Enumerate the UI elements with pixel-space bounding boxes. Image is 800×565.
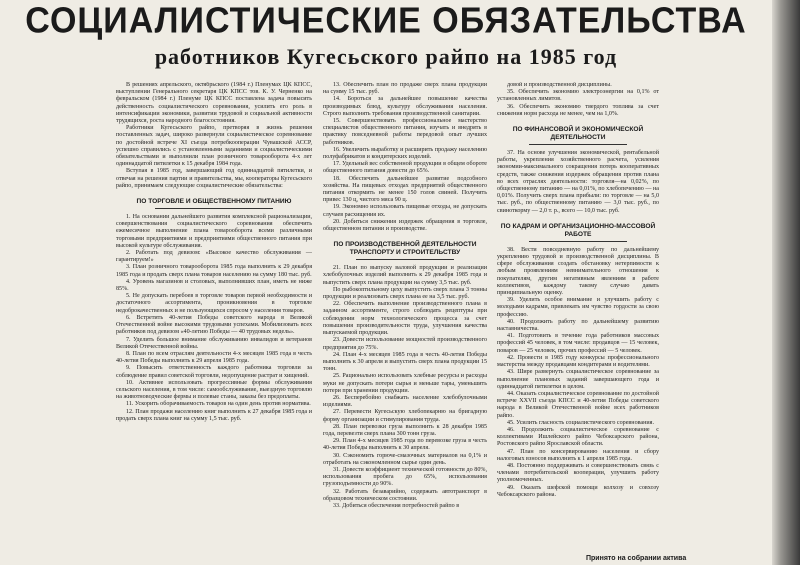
page-edge-shadow (772, 0, 800, 565)
paragraph: В решениях апрельского, октябрьского (1984 г.) Пленумах ЦК КПСС, выступлении Генерального секретаря ЦК КПСС тов. К. У. Черненко на февральском (1984 г.) Пленуме ЦК КПСС поставлена задача повысить действенность социалистического соревнования, усилить его роль в интенсификации экономики, развитии трудовой и социальной активности трудящихся, роста народного благосостояния. (116, 82, 312, 125)
commitment-list (116, 214, 312, 423)
text-column-1 (116, 82, 312, 565)
commitment-item: довой и производственной дисциплины. (507, 82, 612, 88)
commitment-item: 25. Рационально использовать хлебные ресурсы и расходы муки не допускать потери сырья и меньше тары, уменьшить потери при хранении продукции. (323, 373, 487, 394)
commitment-item: 19. Экономно использовать пищевые отходы, не допускать случаев расхищения их. (323, 204, 487, 218)
commitment-item: 39. Уделить особое внимание и улучшить работу с молодыми кадрами, привлекать им чувство гордости за свою профессию. (497, 297, 659, 318)
commitment-item: 26. Бесперебойно снабжать население хлебобулочными изделиями. (323, 394, 487, 409)
section-heading: ПО ПРОИЗВОДСТВЕННОЙ ДЕЯТЕЛЬНОСТИ ТРАНСПОРТУ И СТРОИТЕЛЬСТВУ (323, 241, 487, 260)
paragraph: Работники Кугесьского райпо, претворяя в жизнь решения поставленных задач, широко развернули социалистическое соревнование по достойной встрече XI съезда потребкооперации Чувашской АССР, успешно справились с установленными заданиями и социалистическими обязательствами и выполнили план розничного товарооборота 4-х лет одиннадцатой пятилетки к 15 декабря 1984 года. (116, 125, 312, 168)
commitment-list (497, 150, 659, 215)
commitment-list (323, 82, 487, 233)
commitment-item: 21. План по выпуску валовой продукции и реализации хлебобулочных изделий выполнить к 29 декабря 1985 года и выпустить сверх плана продукции на сумму 3,5 тыс. руб. (323, 265, 487, 286)
commitment-item: 43. Шире развернуть социалистическое соревнование за выполнение плановых заданий завершающего года и одиннадцатой пятилетки в целом. (497, 369, 659, 390)
commitment-item: 28. План перевозки груза выполнить к 28 декабря 1985 года, перевезти сверх плана 300 тонн груза. (323, 423, 487, 437)
section-heading: ПО КАДРАМ И ОРГАНИЗАЦИОННО-МАССОВОЙ РАБОТЕ (497, 223, 659, 242)
section-heading: ПО ТОРГОВЛЕ И ОБЩЕСТВЕННОМУ ПИТАНИЮ (116, 198, 312, 209)
commitment-item: 5. Не допускать перебоев в торговле товаров первой необходимости и достаточного ассортимента, проникновения в торговле недоброкачественных и не пользующихся спросом у населения товаров. (116, 293, 312, 314)
signoff-note: Принято на собрании актива (586, 555, 687, 562)
commitment-item: 22. Обеспечить выполнение производственного плана в заданном ассортименте, строго соблюдать рецептуры при соблюдении норм технологического процесса за счет повышения производительности труда, улучшения качества выпускаемой продукции. (323, 301, 487, 337)
commitment-item: 11. Ускорить оборачиваемость товаров на один день против норматива. (126, 401, 311, 408)
commitment-item: 44. Оказать социалистическое соревнование по достойной встрече XXVII съезда КПСС и 40-летия Победы советского народа в Великой Отечественной войне всех работников райпо. (497, 390, 659, 419)
commitment-item: 16. Увеличить выработку и расширить продажу населению полуфабрикатов и кондитерских изделий. (323, 146, 487, 161)
commitment-list (323, 265, 487, 510)
commitment-item: 17. Удельный вес собственной продукции в общем обороте общественного питания довести до 65%. (323, 161, 487, 175)
commitment-item: 7. Уделить большое внимание обслуживанию инвалидов и ветеранов Великой Отечественной войны. (116, 336, 312, 350)
commitment-item: 49. Оказать шефской помощи колхозу и совхозу Чебоксарского района. (497, 484, 659, 498)
text-column-2 (323, 82, 487, 565)
document-subtitle: работников Кугесьского райпо на 1985 год (154, 44, 618, 69)
commitment-item: 27. Перевести Кугесьскую хлебопекарню на бригадную форму организации и стимулирования труда. (323, 409, 487, 423)
commitment-item: 6. Встретить 40-летия Победы советского народа в Великой Отечественной войне высокими трудовыми успехами. Мобилизовать всех работников под девизом «40-летию Победы — 40 трудовых недель». (116, 314, 312, 336)
commitment-item: 2. Работать под девизом: «Высокое качество обслуживания — гарантируем!» (116, 250, 312, 264)
commitment-item: 13. Обеспечить план по продаже сверх плана продукции на сумму 15 тыс. руб. (323, 82, 487, 96)
text-column-3 (497, 82, 659, 565)
commitment-item: 3. План розничного товарооборота 1985 года выполнить к 29 декабря 1985 года и продать сверх плана товаров населению на сумму 180 тыс. руб. (116, 264, 312, 278)
commitment-item: 23. Довести использование мощностей производственного предприятия до 75%. (323, 337, 487, 351)
commitment-item: 37. На основе улучшения экономической, рентабельной работы, укрепления хозяйственного расчета, усиления экономии-максимального сокращения потерь кооперативных средств, также снижения издержек обращения против плана во всех отраслях деятельности: торговля—на 0,02%, по общественному питанию — на 0,01%, по хлебопечению — на 0,01%. Получить сверх плана прибыли: по торговле — на 5,0 тыс. руб., по общественному питанию — 3,0 тыс. руб., по свиноткорму — 2,0 т. р., всего — 10,0 тыс. руб. (497, 150, 659, 214)
commitment-item: 42. Провести в 1985 году конкурсы профессионального мастерства между продавцами кондитерами и водителями. (497, 354, 659, 369)
commitment-item: 10. Активнее использовать прогрессивные формы обслуживания сельского населения, в том числе: самообслуживание, выездную торговлю на животноводческие фермы и полевые станы, заказы без предоплаты. (116, 379, 312, 401)
commitment-item: 15. Совершенствовать профессиональное мастерство специалистов общественного питания, изучать и внедрять в практику повседневной работы передовой опыт лучших работников. (323, 118, 487, 146)
commitment-item: 20. Добиться снижения издержек обращения в торговле, общественном питании и производстве. (323, 218, 487, 233)
commitment-item: 38. Вести повседневную работу по дальнейшему укреплению трудовой и производственной дисциплины. В сфере обслуживания создать обстановку нетерпимости к любым проявлениям невнимательного отношения к покупателям, другим негативным явлениям в работе коллективов, каждому такому случаю давать принципиальную оценку. (497, 246, 659, 297)
intro-block (116, 82, 312, 190)
commitment-item: 35. Обеспечить экономию электроэнергии на 0,1% от установленных лимитов. (497, 89, 659, 103)
commitment-item: 36. Обеспечить экономию твердого топлива за счет снижения норм расхода не менее, чем на 1,0%. (497, 103, 659, 117)
section-heading: ПО ФИНАНСОВОЙ И ЭКОНОМИЧЕСКОЙ ДЕЯТЕЛЬНОСТИ (497, 126, 659, 145)
commitment-item: 4. Уровень магазинов и столовых, выполнивших план, иметь не ниже 85%. (116, 278, 312, 293)
paragraph: Вступая в 1985 год, завершающий год одиннадцатой пятилетки, и отвечая на решения партии и правительства, мы, кооператоры Кугесьского райпо, принимаем следующие социалистические обязательства: (116, 168, 312, 189)
commitment-item: 33. Добиться обеспечения потребностей райпо в (333, 502, 460, 509)
commitment-item: 24. План 4-х месяцев 1985 года в честь 40-летия Победы выполнить к 30 апреля и выпустить сверх плана продукции 15 тонн. (323, 351, 487, 373)
commitment-item: По рыбокоптильному цеху выпустить сверх плана 3 тонны продукции и реализовать сверх плана ее на 3,5 тыс. руб. (323, 286, 487, 301)
commitment-item: 45. Усилить гласность социалистического соревнования. (507, 419, 654, 426)
commitment-item: 1. На основании дальнейшего развития комплексной рационализации, совершенствования социалистического соревнования обеспечить ежемесячное выполнение плана товарооборота всеми различными торговыми предприятиями и предприятиями общественного питания при высокой культуре обслуживания. (116, 214, 312, 249)
commitment-list (497, 82, 659, 118)
commitment-item: 29. План 4-х месяцев 1985 года по перевозке груза в честь 40-летия Победы выполнить к 30 апреля. (323, 438, 487, 452)
commitment-item: 9. Повысить ответственность каждого работника торговли за соблюдение правил советской торговли, недопущение растрат и хищений. (116, 365, 312, 379)
commitment-item: 32. Работать безаварийно, содержать автотранспорт в образцовом техническом состоянии. (323, 488, 487, 502)
commitment-item: 47. План по консервированию населения и сбору налоговых взносов выполнить к 1 апреля 1985 года. (497, 448, 659, 462)
commitment-item: 48. Постоянно поддерживать и совершенствовать связь с членами потребительской кооперации, улучшить работу уполномоченных. (497, 462, 659, 484)
commitment-item: 40. Продолжить работу по дальнейшему развитию наставничества. (497, 318, 659, 333)
commitment-item: 30. Сэкономить горюче-смазочных материалов на 0,1% и отработать на сэкономленном сырье один день. (323, 452, 487, 466)
commitment-item: 14. Бороться за дальнейшее повышение качества производимых блюд, культуру обслуживания населения. Строго выполнять требования производственной санитарии. (323, 96, 487, 117)
commitment-item: 12. План продажи населению книг выполнить к 27 декабря 1985 года и продать сверх плана книг на сумму 1,5 тыс. руб. (116, 408, 312, 422)
commitment-item: 31. Довести коэффициент технической готовности до 80%, использования пробега до 65%, использования грузоподъемности до 90%. (323, 466, 487, 488)
commitment-list (497, 247, 659, 499)
document-title: СОЦИАЛИСТИЧЕСКИЕ ОБЯЗАТЕЛЬСТВА (25, 1, 747, 41)
commitment-item: 8. План по всем отраслям деятельности 4-х месяцев 1985 года в честь 40-летия Победы выполнить к 29 апреля 1985 года. (116, 350, 312, 365)
commitment-item: 46. Продолжить социалистическое соревнование с коллективами Ишлейского райпо Чебоксарского района, Ростовского райпо Ярославской области. (497, 426, 659, 448)
commitment-item: 41. Подготовить в течение года работников массовых профессий 45 человек, в том числе: продавцов — 15 человек, поваров — 25 человек, прочих профессий — 5 человек. (497, 333, 659, 354)
commitment-item: 18. Обеспечить дальнейшее развитие подсобного хозяйства. На пищевых отходах предприятий общественного питания откормить не менее 150 голов свиней. Получить привес 130 ц, чистого мяса 90 ц. (323, 175, 487, 204)
